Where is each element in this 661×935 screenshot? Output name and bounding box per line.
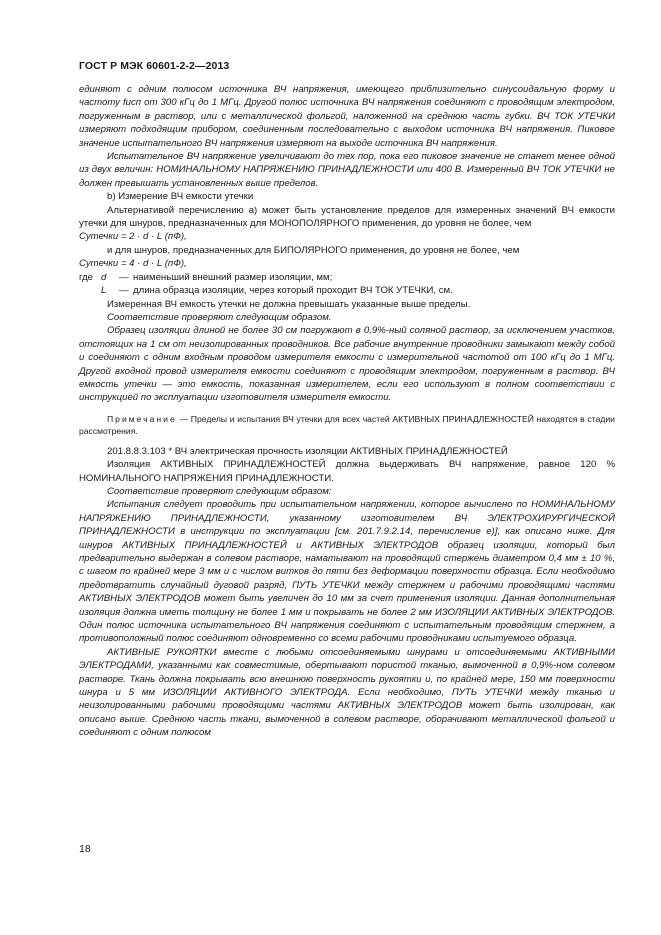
document-header: ГОСТ Р МЭК 60601-2-2—2013 <box>79 60 230 72</box>
page-number: 18 <box>79 843 91 855</box>
paragraph-sample: Образец изоляции длиной не более 30 см погружают в 0,9%-ный соляной раствор, за исключением участков, отстоящих на 1 см от неизолированных проводников. Все рабочие внутренние проводники замыкают между собой и соединяют с одним входным проводом измерителя емкости с измерительной частотой от 100 кГц до 1 МГц. Другой входной провод измерителя емкости соединяют с проводящим электродом, погруженным в раствор. ВЧ емкость утечки — это емкость, показанная измерителем, если его используют в полном соответствии с инструкцией по эксплуатации изготовителя измерителя емкости. <box>79 325 615 404</box>
definition-l-symbol: L <box>101 285 107 297</box>
definition-l <box>79 284 615 297</box>
paragraph-handles: АКТИВНЫЕ РУКОЯТКИ вместе с любыми отсоединяемыми шнурами и отсоединяемыми АКТИВНЫМИ ЭЛЕКТРОДАМИ, указанными как совместимые, обертывают пористой тканью, вымоченной в 0,9%-ном солевом растворе. Ткань должна покрывать всю внешнюю поверхность рукоятки и, по крайней мере, 150 мм поверхности шнура и 5 мм ИЗОЛЯЦИИ АКТИВНОГО ЭЛЕКТРОДА. Если необходимо, ПУТЬ УТЕЧКИ между тканью и неизолированными рабочими проводящими частями АКТИВНЫХ ЭЛЕКТРОДОВ может быть изолирован, как описано выше. Среднюю часть ткани, вымоченной в солевом растворе, оборачивают металлической фольгой и соединяют с одним полюсом <box>79 646 615 739</box>
paragraph-compliance-2: Соответствие проверяют следующим образом: <box>107 485 332 497</box>
definition-d-symbol: d <box>101 271 107 283</box>
formula-bipolar: Сутечки = 4 · d · L (пФ), <box>79 258 187 270</box>
section-heading: 201.8.8.3.103 * ВЧ электрическая прочность изоляции АКТИВНЫХ ПРИНАДЛЕЖНОСТЕЙ <box>107 445 508 457</box>
note-title: Примечание <box>107 413 177 424</box>
paragraph-test-voltage: Испытательное ВЧ напряжение увеличивают до тех пор, пока его пиковое значение не станет менее одной из двух величин: НОМИНАЛЬНОМУ НАПРЯЖЕНИЮ ПРИНАДЛЕЖНОСТИ или 400 В. Измеренный ВЧ ТОК УТЕЧКИ не должен превышать установленных выше пределов. <box>79 151 615 189</box>
paragraph-alternative: Альтернативой перечислению а) может быть установление пределов для измеренных значений ВЧ емкости утечки для шнуров, предназначенных для МОНОПОЛЯРНОГО применения, до уровня не более, чем <box>79 204 615 230</box>
paragraph-test-procedure: Испытания следует проводить при испытательном напряжении, которое вычислено по НОМИНАЛЬНОМУ НАПРЯЖЕНИЮ ПРИНАДЛЕЖНОСТИ, указанному изготовителем ВЧ ЭЛЕКТРОХИРУРГИЧЕСКОЙ ПРИНАДЛЕЖНОСТИ в инструкции по эксплуатации [см. 201.7.9.2.14, перечисление е)], как описано ниже. Для шнуров АКТИВНЫХ ПРИНАДЛЕЖНОСТЕЙ и АКТИВНЫХ ЭЛЕКТРОДОВ образец изоляции, который был предварительно выдержан в солевом растворе, наматывают на проводящий стержень диаметром 0,4 мм ± 10 %, с шагом по крайней мере 3 мм и с числом витков до пяти без деформации поверхности образца. Если необходимо предотвратить случайный дуговой разряд, ПУТЬ УТЕЧКИ между стержнем и рабочими проводящими частями АКТИВНЫХ ЭЛЕКТРОДОВ может быть увеличен до 10 мм за счет применения изоляции. Данная дополнительная изоляция должна иметь толщину не более 1 мм и покрывать не более 2 мм ИЗОЛЯЦИИ АКТИВНЫХ ЭЛЕКТРОДОВ. Один полюс источника испытательного ВЧ напряжения соединяют с испытательным проводящим стержнем, а противоположный полюс соединяют одновременно со всеми рабочими проводниками испытуемого образца. <box>79 499 615 645</box>
definition-l-text: длина образца изоляции, через который проходит ВЧ ТОК УТЕЧКИ, см. <box>133 285 453 297</box>
paragraph-compliance: Соответствие проверяют следующим образом. <box>107 311 332 323</box>
definition-d <box>79 271 615 284</box>
definition-d-text: наименьший внешний размер изоляции, мм; <box>133 271 333 283</box>
definition-dash: — <box>119 271 129 283</box>
paragraph-insulation: Изоляция АКТИВНЫХ ПРИНАДЛЕЖНОСТЕЙ должна выдерживать ВЧ напряжение, равное 120 % НОМИНАЛЬНОГО НАПРЯЖЕНИЯ ПРИНАДЛЕЖНОСТИ. <box>79 459 615 484</box>
note <box>79 413 615 437</box>
note-text: — Пределы и испытания ВЧ утечки для всех частей АКТИВНЫХ ПРИНАДЛЕЖНОСТЕЙ находятся в стадии рассмотрения. <box>79 413 615 436</box>
formula-monopolar: Сутечки = 2 · d · L (пФ), <box>79 231 187 243</box>
paragraph-continuation: единяют с одним полюсом источника ВЧ напряжения, имеющего приблизительно синусоидальную форму и частоту fисп от 300 кГц до 1 МГц. Другой полюс источника ВЧ напряжения соединяют с проводящим электродом, погруженным в раствор, или с металлической фольгой, наложенной на среднюю часть губки. ВЧ ТОК УТЕЧКИ измеряют подходящим прибором, соединенным последовательно с выходом источника ВЧ напряжения. Пиковое значение испытательного ВЧ напряжения измеряют на выходе источника ВЧ напряжения. <box>79 84 615 149</box>
item-b-heading: b) Измерение ВЧ емкости утечки <box>107 191 254 203</box>
paragraph-limit: Измеренная ВЧ емкость утечки не должна превышать указанные выше пределы. <box>107 298 471 310</box>
document-body <box>79 83 615 740</box>
definition-intro: где <box>79 271 94 283</box>
paragraph-bipolar: и для шнуров, предназначенных для БИПОЛЯРНОГО применения, до уровня не более, чем <box>107 244 520 256</box>
definition-dash: — <box>119 285 129 297</box>
